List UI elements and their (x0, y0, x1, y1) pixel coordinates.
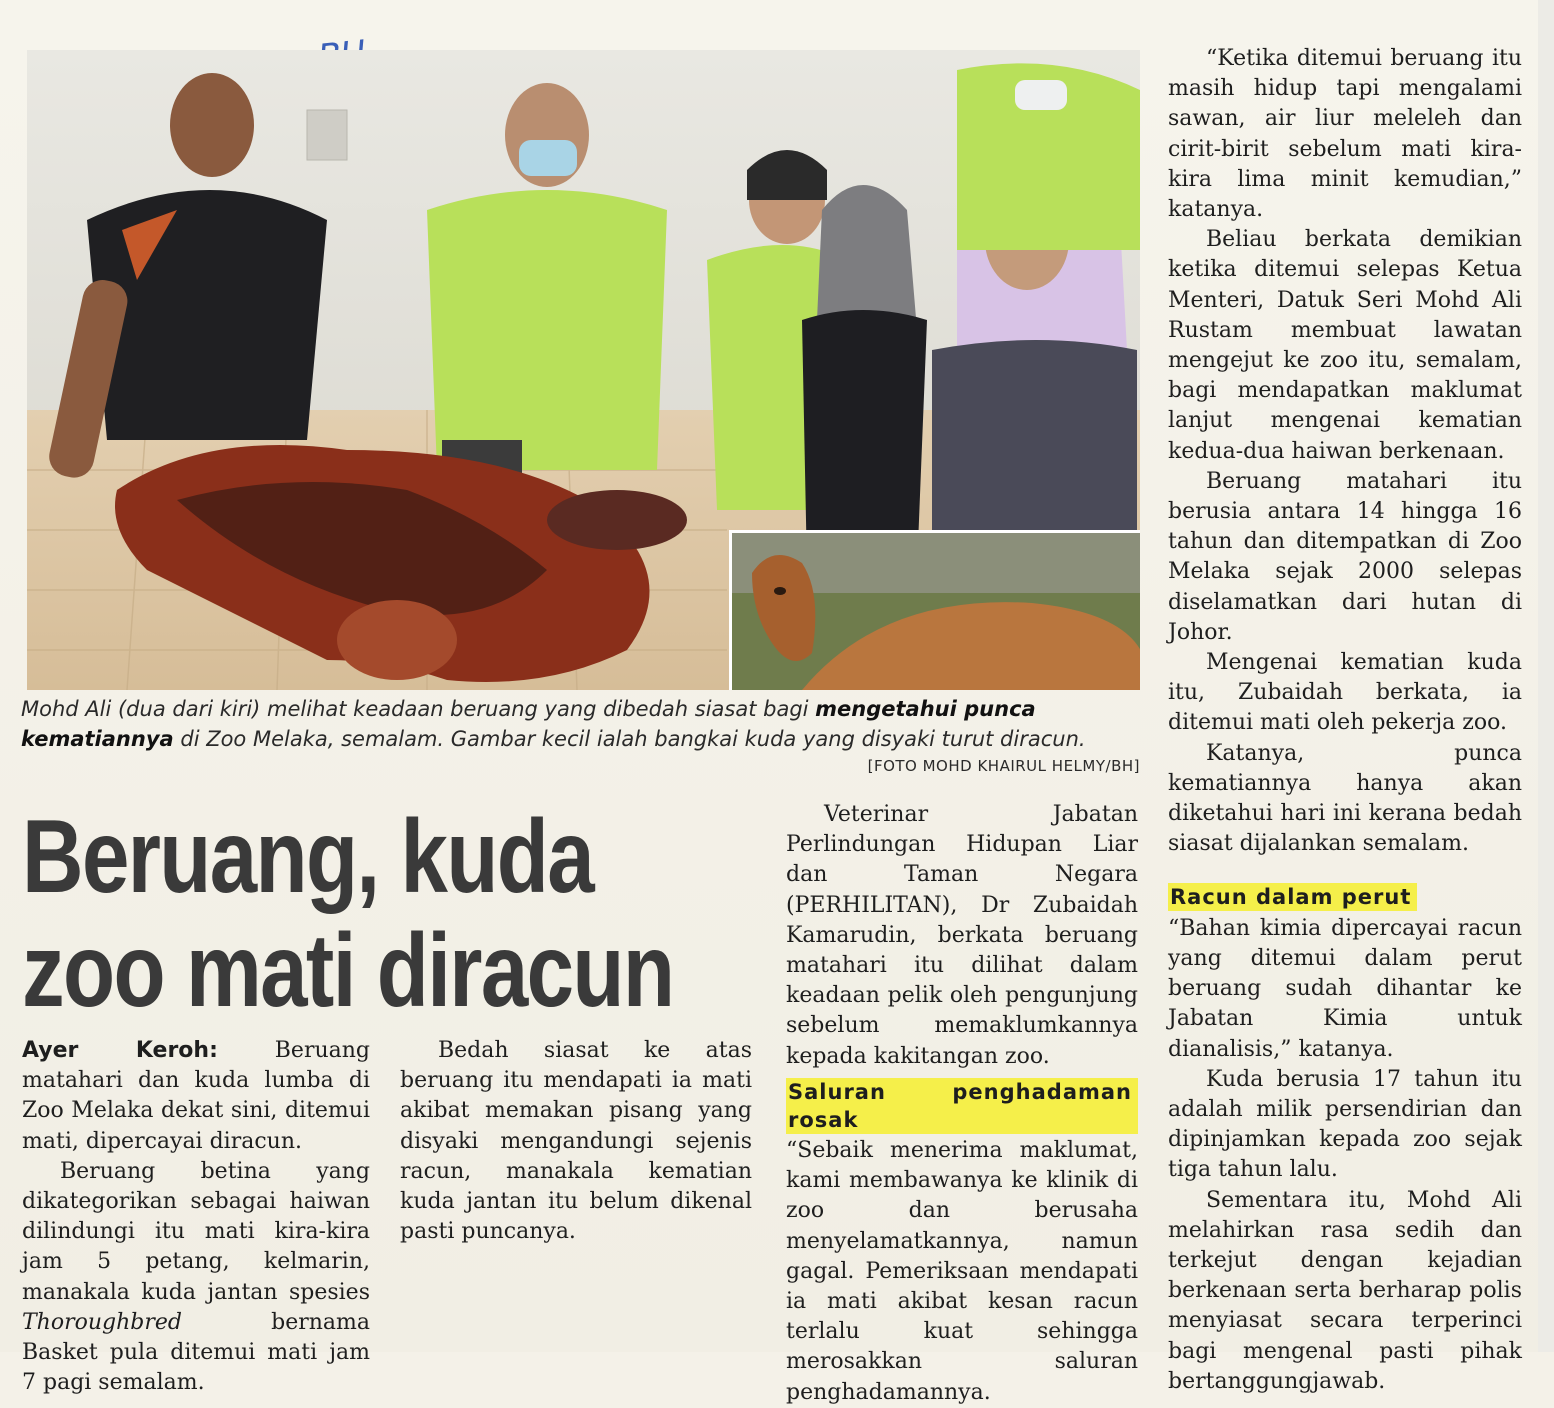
article-paragraph: Beliau berkata demikian ketika ditemui selepas Ketua Menteri, Datuk Seri Mohd Ali Rustam membuat lawatan mengejut ke zoo itu, semalam, bagi mendapatkan maklumat lanjut mengenai kematian kedua-dua haiwan berkenaan. (1168, 227, 1522, 464)
breed-italic: Thoroughbred (22, 1309, 182, 1335)
article-paragraph: Sementara itu, Mohd Ali melahirkan rasa sedih dan terkejut dengan kejadian berkenaan serta berharap polis menyiasat secara terperinci bagi mengenal pasti pihak bertanggungjawab. (1168, 1187, 1522, 1394)
photo-credit: [FOTO MOHD KHAIRUL HELMY/BH] (867, 757, 1140, 775)
subheading-racun: Racun dalam perut (1168, 883, 1417, 911)
dateline: Ayer Keroh: (22, 1038, 218, 1063)
photo-caption (21, 694, 1141, 754)
article-column-1 (22, 1036, 370, 1398)
inset-photo-horse (729, 530, 1140, 690)
headline (22, 799, 674, 1029)
article-paragraph: Katanya, punca kematiannya hanya akan diketahui hari ini kerana bedah siasat dijalankan semalam. (1168, 740, 1522, 857)
subheading-saluran: Saluran penghadaman rosak (786, 1078, 1138, 1134)
caption-text-1: Mohd Ali (dua dari kiri) melihat keadaan beruang yang dibedah siasat bagi (21, 697, 816, 721)
article-paragraph: Mengenai kematian kuda itu, Zubaidah berkata, ia ditemui mati oleh pekerja zoo. (1168, 650, 1522, 736)
article-column-3 (786, 800, 1138, 1408)
article-column-4 (1168, 44, 1522, 1397)
caption-text-2: di Zoo Melaka, semalam. Gambar kecil ialah bangkai kuda yang disyaki turut diracun. (173, 727, 1086, 751)
article-paragraph: “Sebaik menerima maklumat, kami membawanya ke klinik di zoo dan berusaha menyelamatkannya, namun gagal. Pemeriksaan mendapati ia mati akibat kesan racun terlalu kuat sehingga merosakkan saluran penghadamannya. (786, 1138, 1138, 1405)
headline-line-1: Beruang, kuda (22, 799, 594, 915)
caption-bold: mengetahui punca kematiannya (21, 697, 1036, 751)
article-paragraph: Ayer Keroh: Beruang matahari dan kuda lumba di Zoo Melaka dekat sini, ditemui mati, dipercayai diracun. (22, 1038, 370, 1154)
article-paragraph: Veterinar Jabatan Perlindungan Hidupan Liar dan Taman Negara (PERHILITAN), Dr Zubaidah Kamarudin, berkata beruang matahari itu dilihat dalam keadaan pelik oleh pengunjung sebelum memaklumkannya kepada kakitangan zoo. (786, 802, 1138, 1069)
horse-illustration (732, 533, 1140, 690)
person-head (170, 73, 254, 177)
article-paragraph: “Bahan kimia dipercayai racun yang ditemui dalam perut beruang sudah dihantar ke Jabatan Kimia untuk dianalisis,” katanya. (1168, 915, 1522, 1062)
headline-line-2: zoo mati diracun (22, 913, 674, 1029)
article-paragraph: Kuda berusia 17 tahun itu adalah milik persendirian dan dipinjamkan kepada zoo sejak tiga tahun lalu. (1168, 1066, 1522, 1183)
main-photo (27, 50, 1140, 690)
article-paragraph: “Ketika ditemui beruang itu masih hidup tapi mengalami sawan, air liur meleleh dan cirit-birit sebelum mati kira-kira lima minit kemudian,” katanya. (1168, 46, 1522, 223)
article-paragraph: Bedah siasat ke atas beruang itu mendapati ia mati akibat memakan pisang yang disyaki mengandungi sejenis racun, manakala kematian kuda jantan itu belum dikenal pasti puncanya. (400, 1038, 752, 1245)
page-edge (1538, 0, 1554, 1352)
article-paragraph: Beruang matahari itu berusia antara 14 hingga 16 tahun dan ditempatkan di Zoo Melaka sejak 2000 selepas diselamatkan dari hutan di Johor. (1168, 468, 1522, 645)
article-column-2 (400, 1036, 752, 1247)
article-paragraph: Beruang betina yang dikategorikan sebagai haiwan dilindungi itu mati kira-kira jam 5 petang, kelmarin, manakala kuda jantan spesies Thoroughbred bernama Basket pula ditemui mati jam 7 pagi semalam. (22, 1158, 370, 1396)
